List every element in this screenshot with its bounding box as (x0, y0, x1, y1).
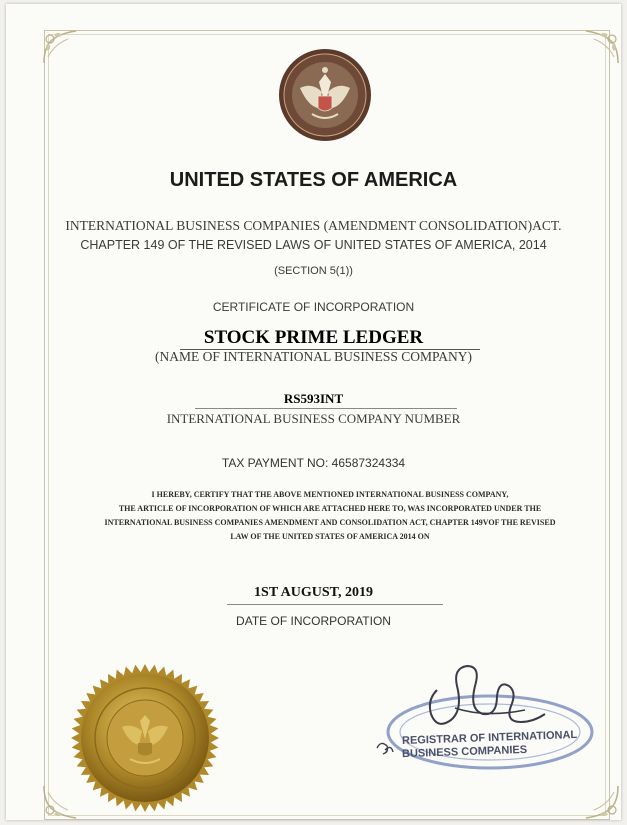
section-reference: (SECTION 5(1)) (274, 265, 353, 277)
corner-ornament-top-right-icon (582, 27, 622, 67)
incorporation-date: 1ST AUGUST, 2019 (254, 585, 373, 600)
company-number-caption: INTERNATIONAL BUSINESS COMPANY NUMBER (166, 411, 461, 426)
certificate-title: CERTIFICATE OF INCORPORATION (212, 300, 415, 314)
certify-line-1: I HEREBY, CERTIFY THAT THE ABOVE MENTIONED INTERNATIONAL BUSINESS COMPANY, (151, 490, 509, 499)
company-name-caption: (NAME OF INTERNATIONAL BUSINESS COMPANY) (154, 349, 473, 364)
incorporation-date-underline (227, 604, 443, 605)
registrar-stamp-icon (365, 650, 605, 780)
incorporation-date-caption: DATE OF INCORPORATION (236, 614, 391, 628)
registrar-stamp-line-1: REGISTRAR OF INTERNATIONAL (401, 728, 578, 748)
act-line-2: CHAPTER 149 OF THE REVISED LAWS OF UNITED STATES OF AMERICA, 2014 (80, 238, 547, 252)
certify-line-4: LAW OF THE UNITED STATES OF AMERICA 2014 ON (230, 532, 430, 541)
corner-ornament-bottom-right-icon (582, 782, 622, 822)
country-title: UNITED STATES OF AMERICA (169, 169, 458, 191)
corner-ornament-top-left-icon (40, 27, 80, 67)
certify-line-3: INTERNATIONAL BUSINESS COMPANIES AMENDMENT AND CONSOLIDATION ACT, CHAPTER 149VOF THE REVISED (104, 518, 556, 527)
tax-payment-number: TAX PAYMENT NO: 46587324334 (221, 456, 406, 470)
eagle-seal-icon (278, 48, 372, 142)
act-line-1: INTERNATIONAL BUSINESS COMPANIES (AMENDMENT CONSOLIDATION)ACT. (65, 218, 562, 233)
certify-line-2: THE ARTICLE OF INCORPORATION OF WHICH ARE ATTACHED HERE TO, WAS INCORPORATED UNDER THE (118, 504, 542, 513)
company-name: STOCK PRIME LEDGER (203, 327, 424, 348)
company-number: RS593INT (283, 391, 344, 406)
registrar-stamp-line-2: BUSINESS COMPANIES (401, 743, 528, 761)
company-number-underline (195, 408, 457, 409)
certification-statement (60, 488, 600, 544)
gold-foil-seal-icon (70, 663, 220, 813)
